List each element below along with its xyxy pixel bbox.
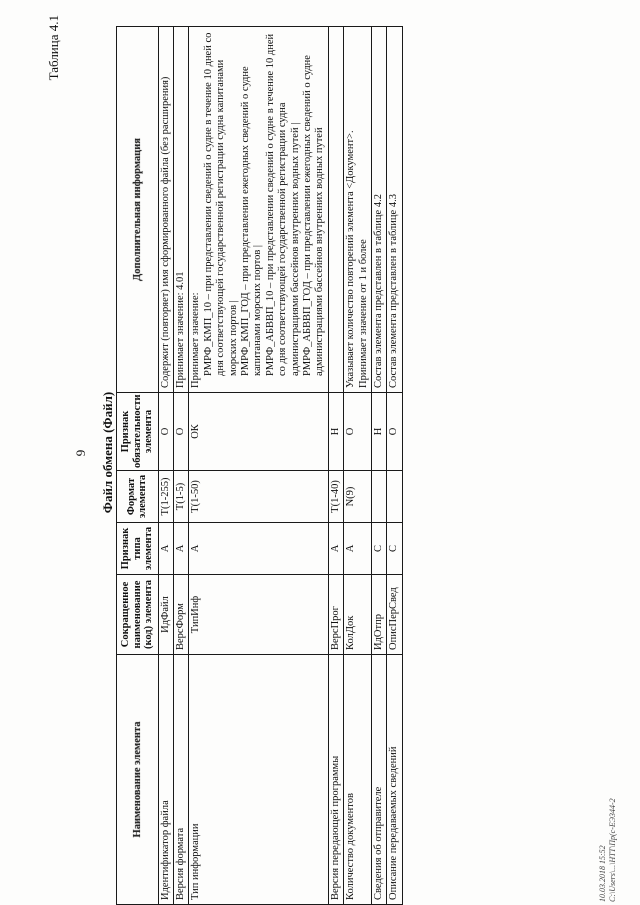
info-line: Содержит (повторяет) имя сформированного файла (без расширения) [159,76,171,388]
cell-name: Количество документов [344,655,372,905]
cell-code: ИдФайл [158,575,173,655]
cell-required: О [344,393,372,471]
cell-required: Н [372,393,387,471]
table-row [344,27,372,905]
header-element-type: Признак типа элемента [117,523,159,575]
info-line: Принимает значение: [190,292,202,388]
info-line: РМРФ_АБВВП_ГОД – при представлении ежегодных сведений о судне администрациями бассейнов внутренних водных путей [301,55,326,376]
cell-code: ВерсПрог [328,575,343,655]
cell-required: О [387,393,402,471]
cell-info [173,27,188,393]
cell-required: ОК [189,393,328,471]
cell-name: Сведения об отправителе [372,655,387,905]
cell-code: ИдОтпр [372,575,387,655]
table-row [158,27,173,905]
cell-name: Идентификатор файла [158,655,173,905]
cell-type: А [189,523,328,575]
cell-format: T(1-40) [328,471,343,523]
cell-info [344,27,372,393]
table-row [372,27,387,905]
cell-type: С [372,523,387,575]
cell-type: А [158,523,173,575]
header-additional-info: Дополнительная информация [117,27,159,393]
table-row [173,27,188,905]
cell-required: О [173,393,188,471]
header-element-format: Формат элемента [117,471,159,523]
cell-info [158,27,173,393]
table-row [328,27,343,905]
cell-type: С [387,523,402,575]
table-caption: Файл обмена (Файл) [100,391,115,514]
cell-code: ВерсФорм [173,575,188,655]
file-path-stamp [598,798,618,902]
header-element-required: Признак обязательности элемента [117,393,159,471]
cell-required: Н [328,393,343,471]
cell-name: Версия формата [173,655,188,905]
info-line: РМРФ_КМП_ГОД – при представлении ежегодных сведений о судне капитанами морских портов | [239,66,264,376]
info-line: РМРФ_АБВВП_10 – при представлении сведений о судне в течение 10 дней со дня соответствующей государственной регистрации судна администрациями бассейнов внутренних водных путей | [264,33,301,376]
table-row [189,27,328,905]
header-element-name: Наименование элемента [117,655,159,905]
cell-name: Описание передаваемых сведений [387,655,402,905]
cell-code: ОписПерСвед [387,575,402,655]
cell-type: А [344,523,372,575]
cell-format: N(9) [344,471,372,523]
info-line: РМРФ_КМП_10 – при представлении сведений о судне в течение 10 дней со дня соответствующей государственной регистрации судна капитанами морских портов | [202,32,239,376]
cell-format: T(1-5) [173,471,188,523]
cell-format [372,471,387,523]
cell-name: Версия передающей программы [328,655,343,905]
cell-type: А [328,523,343,575]
cell-required: О [158,393,173,471]
cell-format: T(1-255) [158,471,173,523]
cell-format [387,471,402,523]
cell-type: А [173,523,188,575]
cell-info [372,27,387,393]
stamp-date: 10.03.2018 15:52 [598,845,607,902]
info-line: Указывает количество повторений элемента <Документ>. [345,130,357,388]
info-line: Состав элемента представлен в таблице 4.2 [373,194,384,388]
info-line: Принимает значение от 1 и более [357,239,369,388]
cell-name: Тип информации [189,655,328,905]
exchange-file-table [116,26,403,905]
info-line: Состав элемента представлен в таблице 4.3 [388,194,400,388]
table-header-row [117,27,159,905]
table-reference: Таблица 4.1 [46,15,61,81]
table-row [387,27,402,905]
cell-code: КолДок [344,575,372,655]
stamp-path: C:\Users\...\HTT\Пр(с-ЕЭ344-2 [608,798,617,902]
cell-info [387,27,402,393]
cell-code: ТипИнф [189,575,328,655]
cell-info [189,27,328,393]
cell-info [328,27,343,393]
page-number: 9 [73,449,88,457]
header-element-code: Сокращенное наименование (код) элемента [117,575,159,655]
info-line: Принимает значение: 4.01 [174,271,186,388]
cell-format: T(1-50) [189,471,328,523]
